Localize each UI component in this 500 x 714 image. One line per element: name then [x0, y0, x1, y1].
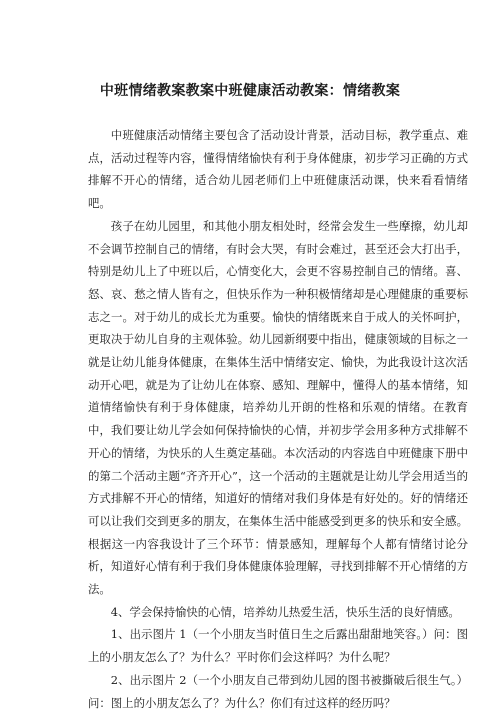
paragraph-step-2: 2、出示图片 2（一个小朋友自己带到幼儿园的图书被撕破后很生气。）问：图上的小朋友怎么了？为什么？你们有过这样的经历吗？	[88, 672, 468, 710]
paragraph-background: 孩子在幼儿园里，和其他小朋友相处时，经常会发生一些摩擦，幼儿却不会调节控制自己的情绪，有时会大哭，有时会难过，甚至还会大打出手，特别是幼儿上了中班以后，心情变化大，会更不容易控制自己的情绪。喜、怒、哀、愁之情人皆有之，但快乐作为一种积极情绪却是心理健康的重要标志之一。对于幼儿的成长尤为重要。愉快的情绪既来自于成人的关怀呵护，更取决于幼儿自身的主观体验。幼儿园新纲要中指出，健康领域的目标之一就是让幼儿能身体健康，在集体生活中情绪安定、愉快，为此我设计这次活动开心吧，就是为了让幼儿在体察、感知、理解中，懂得人的基本情绪，知道情绪愉快有利于身体健康，培养幼儿开朗的性格和乐观的情绪。在教育中，我们要让幼儿学会如何保持愉快的心情，并初步学会用多种方式排解不开心的情绪，为快乐的人生奠定基础。本次活动的内容选自中班健康下册中的第二个活动主题“齐齐开心”，这一个活动的主题就是让幼儿学会用适当的方式排解不开心的情绪，知道好的情绪对我们身体是有好处的。好的情绪还可以让我们交到更多的朋友，在集体生活中能感受到更多的快乐和安全感。根据这一内容我设计了三个环节：情景感知，理解每个人都有情绪讨论分析，知道好心情有利于我们身体健康体验理解，寻找到排解不开心情绪的方法。	[88, 218, 468, 597]
document-body	[88, 124, 468, 714]
document-title: 中班情绪教案教案中班健康活动教案：情绪教案	[99, 83, 401, 99]
paragraph-intro: 中班健康活动情绪主要包含了活动设计背景，活动目标，教学重点、难点，活动过程等内容，懂得情绪愉快有利于身体健康，初步学习正确的方式排解不开心的情绪，适合幼儿园老师们上中班健康活动课，快来看看情绪吧。	[88, 128, 468, 211]
paragraph-step-1: 1、出示图片 1（一个小朋友当时值日生之后露出甜甜地笑容。）问：图上的小朋友怎么了？为什么？平时你们会这样吗？为什么呢？	[88, 627, 468, 665]
paragraph-goal-4: 4、学会保持愉快的心情，培养幼儿热爱生活，快乐生活的良好情感。	[110, 604, 460, 619]
